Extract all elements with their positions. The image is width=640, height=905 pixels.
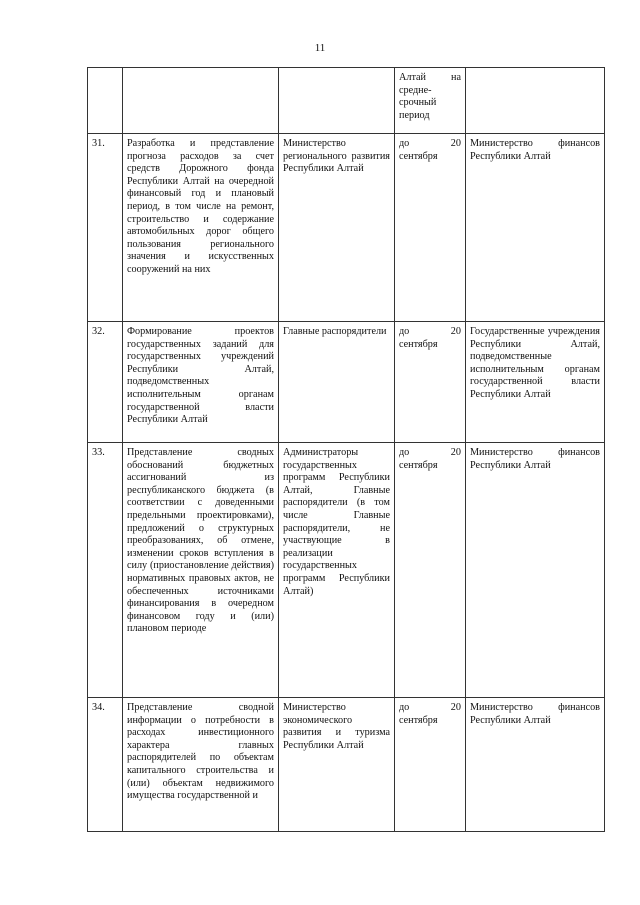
row-number-cell xyxy=(88,68,123,134)
page-number: 11 xyxy=(314,42,326,54)
table-row xyxy=(88,698,605,832)
row-number-cell: 31. xyxy=(88,134,123,322)
schedule-table xyxy=(87,67,605,832)
table-row xyxy=(88,322,605,443)
action-cell: Представление сводной информации о потребности в расходах инвестиционного характера главных распорядителей по объектам капитального строительства и (или) объектам недвижимого имущества государственной и xyxy=(123,698,279,832)
table-row xyxy=(88,443,605,698)
recipient-cell: Министерство финансов Республики Алтай xyxy=(466,134,605,322)
responsible-cell: Главные распорядители xyxy=(279,322,395,443)
deadline-cell: до 20 сентября xyxy=(395,443,466,698)
action-cell: Формирование проектов государственных заданий для государственных учреждений Республики Алтай, подведомственных исполнительным органам государственной власти Республики Алтай xyxy=(123,322,279,443)
action-cell: Представление сводных обоснований бюджетных ассигнований из республиканского бюджета (в соответствии с доведенными предельными проектировками), предложений о структурных преобразованиях, об отмене, изменении сроков вступления в силу (приостановление действия) нормативных правовых актов, не обеспеченных источниками финансирования в очередном финансовом году и (или) плановом периоде xyxy=(123,443,279,698)
recipient-cell xyxy=(466,68,605,134)
deadline-cell: Алтай на средне-срочный период xyxy=(395,68,466,134)
responsible-cell xyxy=(279,68,395,134)
table-row xyxy=(88,68,605,134)
deadline-cell: до 20 сентября xyxy=(395,322,466,443)
recipient-cell: Министерство финансов Республики Алтай xyxy=(466,443,605,698)
action-cell xyxy=(123,68,279,134)
row-number-cell: 32. xyxy=(88,322,123,443)
deadline-cell: до 20 сентября xyxy=(395,698,466,832)
deadline-cell: до 20 сентября xyxy=(395,134,466,322)
table-row xyxy=(88,134,605,322)
action-cell: Разработка и представление прогноза расходов за счет средств Дорожного фонда Республики Алтай на очередной финансовый год и плановый период, в том числе на ремонт, строительство и содержание автомобильных дорог общего пользования регионального значения и искусственных сооружений на них xyxy=(123,134,279,322)
recipient-cell: Государственные учреждения Республики Алтай, подведомственные исполнительным органам государственной власти Республики Алтай xyxy=(466,322,605,443)
row-number-cell: 34. xyxy=(88,698,123,832)
recipient-cell: Министерство финансов Республики Алтай xyxy=(466,698,605,832)
row-number-cell: 33. xyxy=(88,443,123,698)
responsible-cell: Министерство экономического развития и туризма Республики Алтай xyxy=(279,698,395,832)
responsible-cell: Министерство регионального развития Республики Алтай xyxy=(279,134,395,322)
responsible-cell: Администраторы государственных программ Республики Алтай, Главные распорядители (в том числе Главные распорядители, не участвующие в реализации государственных программ Республики Алтай) xyxy=(279,443,395,698)
